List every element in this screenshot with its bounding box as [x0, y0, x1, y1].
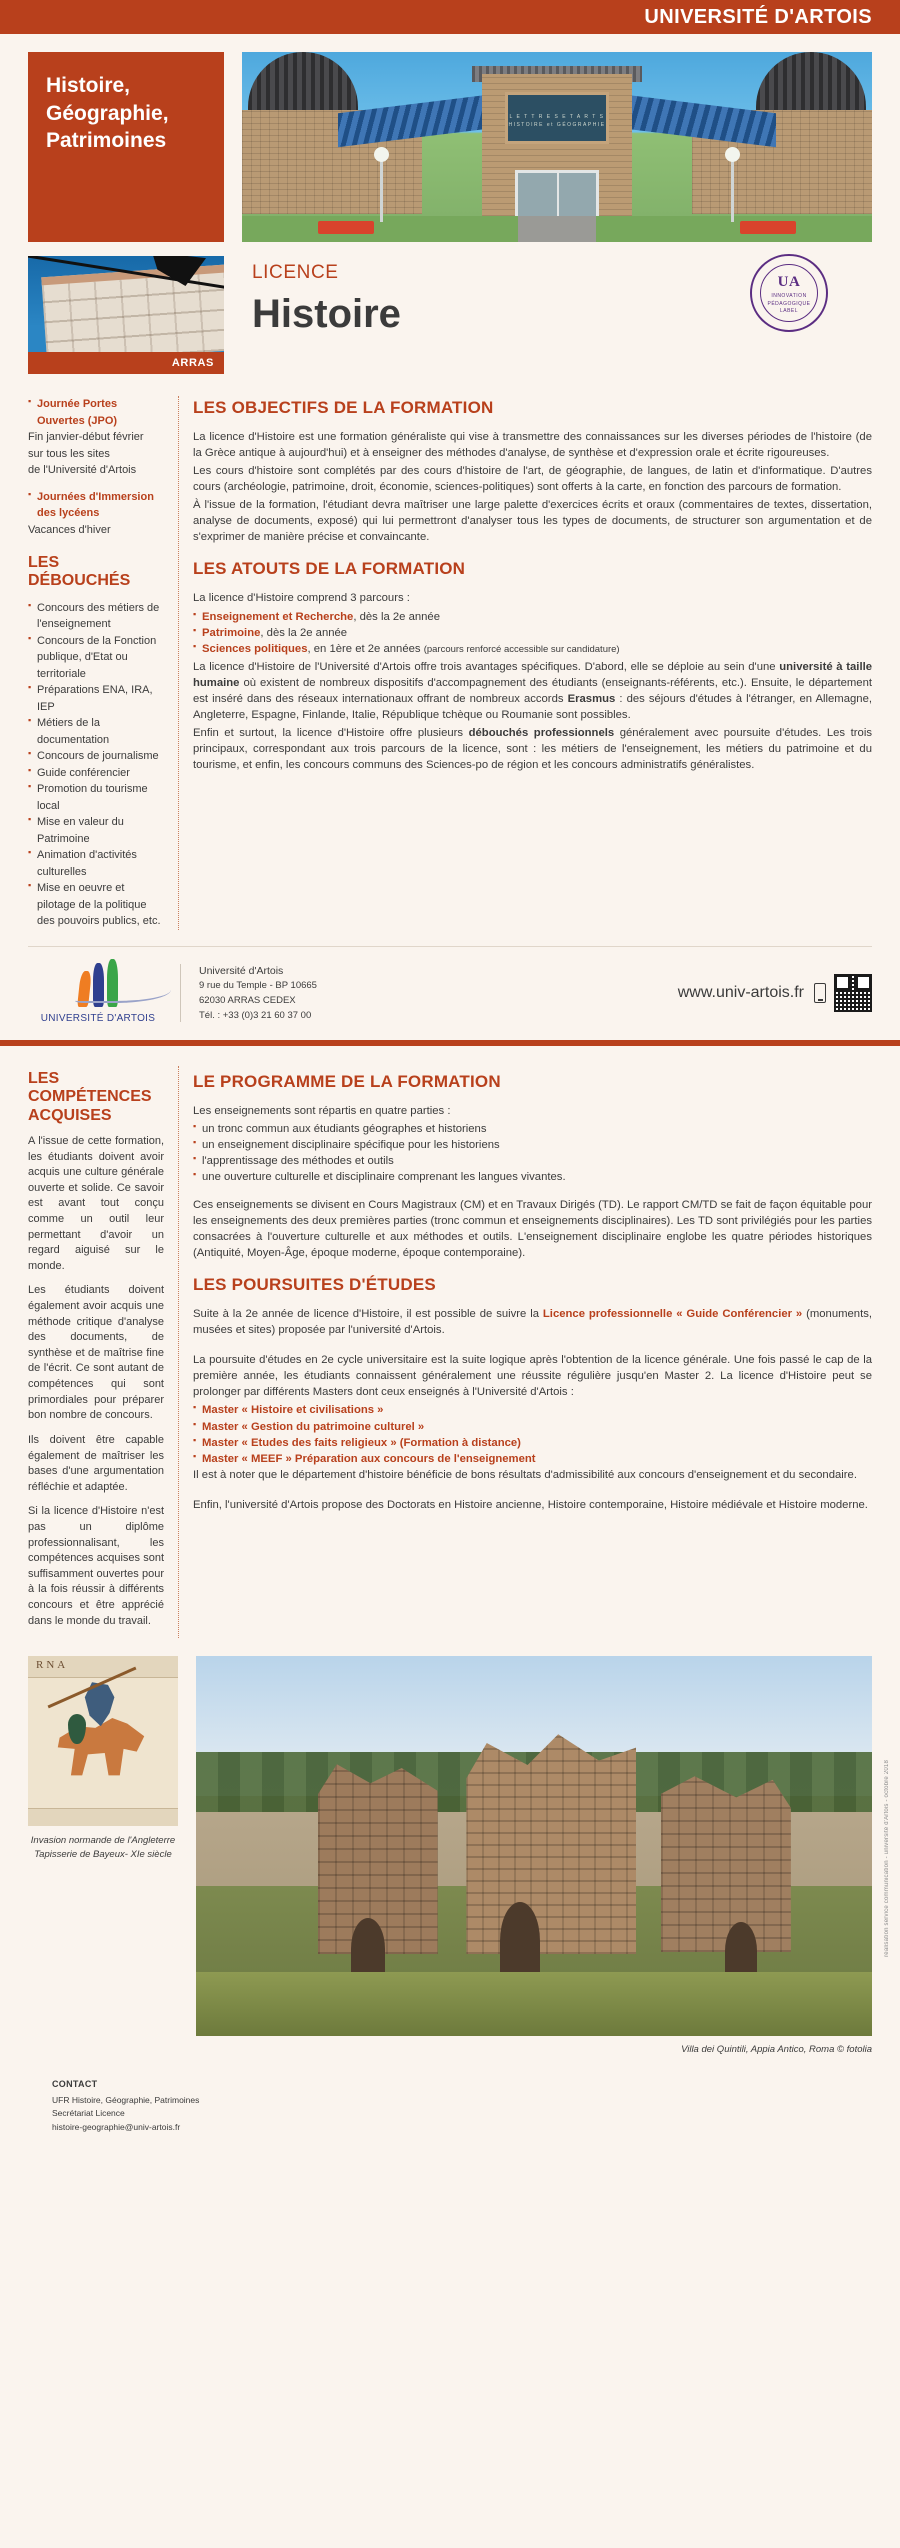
footer-icons	[678, 974, 872, 1012]
objectifs-paragraph: À l'issue de la formation, l'étudiant devra maîtriser une large palette d'exercices écrits et oraux (commentaires de textes, dissertation, analyse de documents, exposé) qui lui permettront d'analyser tous les types de documents, de structurer son argumentation et de s'exprimer de manière précise et convaincante.	[193, 499, 872, 544]
innovation-label-stamp	[750, 254, 828, 332]
mobile-phone-icon	[814, 983, 826, 1003]
bayeux-tapestry-image	[28, 1656, 178, 1826]
department-title-line-1: Histoire,	[46, 74, 131, 97]
debouche-item: ▪ Concours des métiers de l'enseignement	[28, 600, 164, 633]
programme-bullet: ▪ l'apprentissage des méthodes et outils	[193, 1153, 872, 1169]
address-phone: Tél. : +33 (0)3 21 60 37 00	[199, 1009, 312, 1021]
competences-paragraph: A l'issue de cette formation, les étudiants doivent avoir acquis une culture générale ouverte et solide. Ce savoir est avant tout conçu comme un outil leur permettant d'avoir un regard aiguisé sur le monde.	[28, 1134, 164, 1272]
poursuites-paragraph-4: Enfin, l'université d'Artois propose des Doctorats en Histoire ancienne, Histoire contemporaine, Histoire médiévale et Histoire moderne.	[193, 1498, 868, 1511]
competences-heading	[28, 1070, 164, 1125]
degree-block	[242, 256, 872, 374]
logo-wordmark: UNIVERSITÉ D'ARTOIS	[40, 1012, 156, 1024]
competences-paragraph: Si la licence d'Histoire n'est pas un diplôme professionnalisant, les compétences acquises sont suffisamment ouvertes pour à la fois réussir à différents concours et être apprécié dans le monde du travail.	[28, 1505, 164, 1627]
university-name: UNIVERSITÉ D'ARTOIS	[644, 5, 872, 28]
debouche-item: ▪ Concours de journalisme	[28, 748, 164, 765]
tapestry-runes-text: RNA	[36, 1659, 69, 1672]
university-logo	[34, 963, 162, 1024]
master-item: ▪ Master « Etudes des faits religieux » (Formation à distance)	[193, 1435, 872, 1451]
programme-intro: Les enseignements sont répartis en quatre parties :	[193, 1104, 451, 1117]
building-sign-line-2: HISTOIRE et GÉOGRAPHIE	[508, 121, 606, 128]
atouts-intro: La licence d'Histoire comprend 3 parcours :	[193, 592, 410, 605]
atouts-highlight-taille-humaine: université à taille humaine	[193, 660, 873, 689]
spacer	[193, 1485, 872, 1497]
debouche-item: ▪ Mise en valeur du Patrimoine	[28, 814, 164, 847]
lamp-post-left	[380, 156, 383, 222]
arras-city-label: ARRAS	[28, 352, 224, 374]
competences-heading-line-2: ACQUISES	[28, 1106, 112, 1124]
poursuites-paragraph-2: La poursuite d'études en 2e cycle universitaire est la suite logique après l'obtention de la licence générale. Une fois passé le cap de la première année, les étudiants connaissent généralement une réussite régulière jusqu'en Master 2. La licence d'Histoire peut se prolonger par différents Masters dont ceux enseignés à l'Université d'Artois :	[193, 1354, 872, 1399]
qr-code-icon[interactable]	[834, 974, 872, 1012]
bottom-images-row	[0, 1638, 900, 2055]
atouts-body-1	[193, 659, 872, 723]
parcours-detail: , dès la 2e année	[353, 610, 440, 623]
atouts-body-1e: : des séjours d'études à l'étranger, en Allemagne, Angleterre, Espagne, Finlande, Italie, République tchèque ou Roumanie sont possibles.	[193, 692, 872, 721]
production-credit-sidenote: réalisation service communication - université d'Artois - octobre 2018	[884, 1760, 890, 1957]
campus-building-photo	[242, 52, 872, 242]
event-title-1: ▪ Journées d'Immersion des lycéens	[28, 489, 164, 522]
event-line-0-2: de l'Université d'Artois	[28, 464, 137, 476]
competences-column	[28, 1066, 178, 1638]
parcours-detail: , en 1ère et 2e années	[307, 642, 424, 655]
bayeux-block	[28, 1656, 178, 1863]
parcours-item	[193, 625, 872, 641]
debouche-item: ▪ Mise en oeuvre et pilotage de la politique des pouvoirs publics, etc.	[28, 880, 164, 930]
atouts-body-1c: où existent de nombreux dispositifs d'accompagnement des étudiants (enseignants-référents, etc.). Ensuite, le département est inséré dans des réseaux internationaux offrant de nombreux accords	[193, 676, 872, 705]
programme-heading: LE PROGRAMME DE LA FORMATION	[193, 1071, 501, 1091]
top-brand-bar	[0, 0, 900, 34]
parcours-name: Sciences politiques	[202, 642, 308, 655]
contact-line: UFR Histoire, Géographie, Patrimoines	[52, 2094, 200, 2105]
building-sign	[508, 114, 605, 129]
programme-bullet: ▪ une ouverture culturelle et disciplinaire comprenant les langues vivantes.	[193, 1169, 872, 1185]
event-item-1	[28, 489, 164, 539]
stamp-inner-ring	[760, 264, 818, 322]
poursuites-paragraph-3: Il est à noter que le département d'histoire bénéficie de bons résultats d'admissibilité aux concours d'enseignement et du secondaire.	[193, 1468, 857, 1481]
footer-vertical-rule	[180, 964, 181, 1022]
programme-bullet: ▪ un tronc commun aux étudiants géographes et historiens	[193, 1121, 872, 1137]
bayeux-caption-line-1: Invasion normande de l'Angleterre	[30, 1835, 176, 1847]
programme-column	[193, 1066, 872, 1638]
parcours-detail: , dès la 2e année	[260, 626, 348, 639]
licence-pro-highlight: Licence professionnelle « Guide Conférencier »	[542, 1308, 803, 1321]
left-sidebar	[28, 396, 178, 930]
debouches-heading: LES DÉBOUCHÉS	[28, 554, 131, 590]
stamp-text: INNOVATION PÉDAGOGIQUE LABEL	[767, 293, 811, 314]
contact-line: Secrétariat Licence	[52, 2108, 125, 2119]
programme-body: Ces enseignements se divisent en Cours Magistraux (CM) et en Travaux Dirigés (TD). Le rapport CM/TD se fait de façon équitable pour les enseignements des deux premières parties (tronc commun et enseignements disciplinaires). Les TD sont privilégiés pour les parties consacrées à l'ouverture culturelle et aux méthodes et outils. L'enseignement disciplinaire englobe les quatre périodes historiques (Antiquité, Moyen-Âge, époque moderne, époque contemporaine).	[193, 1199, 872, 1260]
red-bench-right	[740, 221, 796, 234]
villa-block	[196, 1656, 872, 2055]
poursuites-p1c: (monuments, musées et sites) proposée par l'université d'Artois.	[193, 1308, 873, 1337]
footer-address	[199, 963, 317, 1023]
department-title-line-2: Géographie,	[46, 101, 169, 125]
debouche-item: ▪ Métiers de la documentation	[28, 715, 164, 748]
villa-caption: Villa dei Quintili, Appia Antico, Roma © fotolia	[681, 2044, 872, 2056]
address-name: Université d'Artois	[199, 965, 284, 978]
atouts-body-2c: généralement avec poursuite d'études. Les trois principaux, correspondant aux trois parcours de la licence, sont : les métiers de l'enseignement, les métiers du patrimoine et du tourisme, et enfin, les concours communs des Sciences-po de région et les concours administratifs généralistes.	[193, 726, 872, 771]
bayeux-caption	[28, 1834, 178, 1863]
website-url[interactable]: www.univ-artois.fr	[677, 984, 804, 1002]
debouches-list	[28, 600, 164, 930]
red-bench-left	[318, 221, 374, 234]
atouts-heading: LES ATOUTS DE LA FORMATION	[193, 559, 466, 579]
entrance-door	[515, 170, 599, 222]
vertical-dotted-divider	[178, 396, 179, 930]
hero-row	[0, 34, 900, 242]
vertical-dotted-divider-2	[178, 1066, 179, 1638]
atouts-highlight-erasmus: Erasmus	[567, 692, 616, 705]
competences-paragraph: Les étudiants doivent également avoir acquis une méthode critique d'analyse des documents, de synthèse et de maîtrise fine de l'écrit. Ce sont autant de compétences qui sont primordiales pour préparer bon nombre de concours.	[28, 1284, 164, 1422]
ruin-arch-center	[500, 1902, 540, 1980]
ruin-wall-center	[466, 1734, 636, 1954]
lamp-post-right	[731, 156, 734, 222]
event-item-0	[28, 396, 164, 479]
master-item: ▪ Master « MEEF » Préparation aux concours de l'enseignement	[193, 1451, 872, 1467]
arras-facade	[41, 263, 224, 363]
parcours-note: (parcours renforcé accessible sur candidature)	[423, 643, 620, 655]
stamp-monogram: UA	[777, 273, 801, 290]
foreground-grass	[196, 1972, 872, 2036]
degree-kicker: LICENCE	[252, 262, 339, 283]
debouche-item: ▪ Promotion du tourisme local	[28, 781, 164, 814]
event-line-0-1: sur tous les sites	[28, 447, 110, 460]
parcours-name: Enseignement et Recherche	[202, 610, 354, 623]
master-item: ▪ Master « Gestion du patrimoine culturel »	[193, 1419, 872, 1435]
degree-title: Histoire	[252, 292, 401, 336]
address-street: 9 rue du Temple - BP 10665	[199, 980, 317, 992]
contact-heading: CONTACT	[52, 2079, 98, 2090]
atouts-highlight-debouches: débouchés professionnels	[468, 726, 615, 739]
walkway	[518, 216, 596, 242]
objectifs-paragraph: Les cours d'histoire sont complétés par des cours d'histoire de l'art, de géographie, de langues, de latin et d'informatique. D'autres cours (archéologie, patrimoine, droit, économie, sciences-politiques) sont offerts à la carte, en fonction des parcours de formation.	[193, 465, 872, 494]
poursuites-paragraph-1	[193, 1306, 872, 1338]
master-item: ▪ Master « Histoire et civilisations »	[193, 1402, 872, 1418]
poursuites-p1a: Suite à la 2e année de licence d'Histoire, il est possible de suivre la	[193, 1308, 543, 1321]
objectifs-paragraph: La licence d'Histoire est une formation généraliste qui vise à transmettre des connaissances sur les diverses périodes de l'histoire (de la Grèce antique à aujourd'hui) et à enseigner des méthodes d'analyse, de synthèse et d'expression orale et écrite rigoureuses.	[193, 431, 872, 460]
debouche-item: ▪ Guide conférencier	[28, 765, 164, 782]
arras-photo	[28, 256, 224, 374]
parcours-item	[193, 609, 872, 625]
debouche-item: ▪ Préparations ENA, IRA, IEP	[28, 682, 164, 715]
event-line-1-0: Vacances d'hiver	[28, 523, 111, 536]
logo-swoosh	[75, 981, 171, 1003]
objectifs-heading: LES OBJECTIFS DE LA FORMATION	[193, 398, 494, 417]
atouts-body-2a: Enfin et surtout, la licence d'Histoire offre plusieurs	[193, 726, 469, 739]
poursuites-heading: LES POURSUITES D'ÉTUDES	[193, 1275, 436, 1295]
villa-quintili-image	[196, 1656, 872, 2036]
debouche-item: ▪ Concours de la Fonction publique, d'Etat ou territoriale	[28, 633, 164, 683]
atouts-body-2	[193, 725, 872, 773]
ruin-wall-right	[661, 1776, 791, 1952]
parcours-item	[193, 641, 872, 657]
event-line-0-0: Fin janvier-début février	[28, 431, 144, 443]
contact-block	[0, 2055, 900, 2154]
contact-email[interactable]: histoire-geographie@univ-artois.fr	[52, 2121, 181, 2132]
address-city: 62030 ARRAS CEDEX	[199, 995, 296, 1007]
department-title-line-3: Patrimoines	[46, 129, 167, 153]
competences-paragraph: Ils doivent être capable également de maîtriser les bases d'une argumentation réfléchie et adaptée.	[28, 1433, 164, 1493]
building-sign-line-1: L E T T R E S E T A R T S	[509, 114, 605, 120]
page2-content-row	[0, 1046, 900, 1638]
bayeux-caption-line-2: Tapisserie de Bayeux- XIe siècle	[34, 1849, 172, 1861]
debouche-item: ▪ Animation d'activités culturelles	[28, 847, 164, 880]
department-title-box	[28, 52, 224, 242]
ruin-arch-left	[351, 1918, 385, 1980]
logo-mark	[79, 963, 118, 1007]
spacer	[193, 1185, 872, 1197]
footer-bar	[0, 947, 900, 1040]
competences-heading-line-1: LES COMPÉTENCES	[28, 1069, 152, 1106]
spacer	[193, 1340, 872, 1352]
parcours-name: Patrimoine	[202, 626, 261, 639]
event-title-0: ▪ Journée Portes Ouvertes (JPO)	[28, 396, 164, 429]
arras-licence-row	[0, 242, 900, 374]
main-content-row	[0, 374, 900, 930]
tapestry-bottom-band	[28, 1808, 178, 1826]
atouts-body-1a: La licence d'Histoire de l'Université d'Artois offre trois avantages spécifiques. D'abord, elle se déploie au sein d'une	[193, 660, 780, 673]
main-column	[193, 396, 872, 930]
programme-bullet: ▪ un enseignement disciplinaire spécifique pour les historiens	[193, 1137, 872, 1153]
